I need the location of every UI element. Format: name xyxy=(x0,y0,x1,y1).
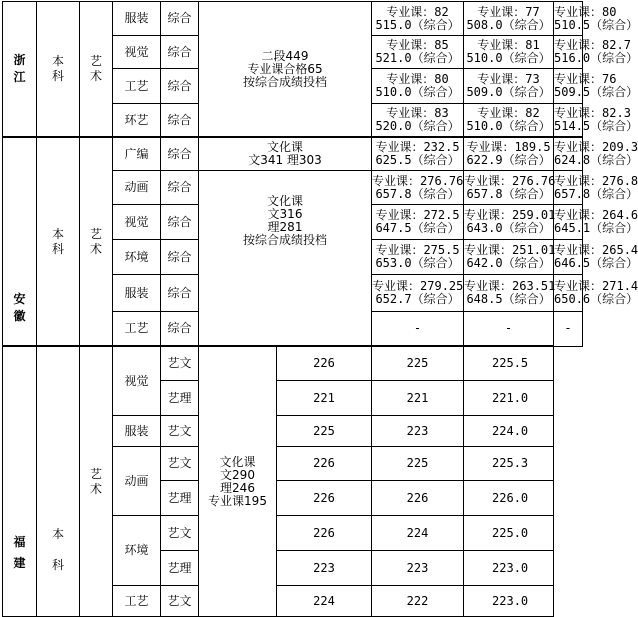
major-cell: 视觉 xyxy=(113,205,161,240)
major-cell: 动画 xyxy=(113,171,161,205)
cell-line: 648.5（综合） xyxy=(466,292,551,306)
score-cell: 223 xyxy=(372,551,464,586)
cell-line: 专业课：264.6 xyxy=(554,208,638,222)
cell-line: 科 xyxy=(51,69,64,83)
cell-line: 文化课 xyxy=(267,194,304,208)
cell-line: 653.0（综合） xyxy=(375,256,460,270)
culture-cell xyxy=(199,171,372,347)
score-cell xyxy=(464,104,554,138)
cell-line: 福 xyxy=(13,535,26,549)
cell-line: 术 xyxy=(89,69,102,83)
cell-line: 专业课：82.7 xyxy=(554,38,631,52)
cell-line: 510.0（综合） xyxy=(375,85,460,99)
score-cell xyxy=(554,275,638,312)
score-cell: 225 xyxy=(372,447,464,481)
cell-line: 509.0（综合） xyxy=(466,85,551,99)
table-row xyxy=(3,2,583,36)
cell-line: 657.8（综合） xyxy=(466,186,551,201)
cell-line: 510.0（综合） xyxy=(466,119,551,133)
level-cell xyxy=(37,346,80,617)
major-cell: 环艺 xyxy=(113,104,161,138)
score-cell: 226 xyxy=(277,516,372,551)
cell-line: 专业课：275.5 xyxy=(375,243,460,257)
cell-line: 专业课：271.4 xyxy=(554,279,638,293)
score-cell: 226 xyxy=(277,481,372,516)
score-cell xyxy=(554,2,638,36)
score-cell xyxy=(554,36,638,69)
major-cell: 服装 xyxy=(113,416,161,447)
type-cell: 综合 xyxy=(161,137,199,171)
score-cell: 225 xyxy=(372,346,464,381)
cell-line: - xyxy=(564,321,572,336)
type-cell: 艺理 xyxy=(161,551,199,586)
cell-line: 516.0（综合） xyxy=(554,51,638,65)
cell-line: 专业课合格65 xyxy=(247,61,323,76)
cell-line: 专业课：276.8 xyxy=(554,173,638,188)
score-cell: 225.5 xyxy=(464,346,554,381)
cell-line: 徽 xyxy=(13,309,26,323)
cell-line: 专业课：259.01 xyxy=(464,208,556,222)
cell-line: 专业课：80 xyxy=(386,72,449,86)
type-cell: 综合 xyxy=(161,205,199,240)
type-cell: 综合 xyxy=(161,240,199,275)
type-cell: 艺文 xyxy=(161,416,199,447)
type-cell: 综合 xyxy=(161,36,199,69)
cell-line: 专业课：85 xyxy=(386,38,449,52)
cell-line: 514.5（综合） xyxy=(554,119,638,133)
score-cell: 226 xyxy=(277,447,372,481)
table-row xyxy=(3,346,583,381)
score-cell xyxy=(372,275,464,312)
cell-line: 文化课 xyxy=(267,140,304,154)
cell-line: 647.5（综合） xyxy=(375,221,460,235)
score-cell xyxy=(554,104,638,138)
cell-line: 专业课：251.01 xyxy=(464,243,556,257)
cell-line: 专业课：276.76 xyxy=(372,173,464,188)
cell-line: 科 xyxy=(51,558,64,572)
major-cell: 工艺 xyxy=(113,312,161,347)
major-cell: 服装 xyxy=(113,275,161,312)
major-cell: 环境 xyxy=(113,240,161,275)
score-cell xyxy=(372,240,464,275)
cell-line: 专业课：276.76 xyxy=(464,173,556,188)
cell-line: 文341 理303 xyxy=(248,153,322,167)
score-cell: 224.0 xyxy=(464,416,554,447)
cell-line: 650.6（综合） xyxy=(554,292,638,306)
major-cell: 服装 xyxy=(113,2,161,36)
cell-line: 专业课：82 xyxy=(477,106,540,120)
type-cell: 艺文 xyxy=(161,586,199,617)
score-cell xyxy=(554,205,638,240)
cell-line: 二段449 xyxy=(261,48,309,63)
cell-line: 专业课195 xyxy=(208,493,267,508)
cell-line: 专业课：263.51 xyxy=(464,279,556,293)
cell-line: 文290 xyxy=(220,467,255,482)
cell-line: 657.8（综合） xyxy=(554,186,638,201)
score-cell xyxy=(554,171,638,205)
culture-cell xyxy=(199,346,277,617)
province-cell xyxy=(3,2,37,138)
cell-line: 专业课：76 xyxy=(554,72,617,86)
type-cell: 艺文 xyxy=(161,346,199,381)
type-cell: 综合 xyxy=(161,312,199,347)
cell-line: 642.0（综合） xyxy=(466,256,551,270)
cell-line: 专业课：77 xyxy=(477,4,540,19)
major-cell: 视觉 xyxy=(113,36,161,69)
score-cell xyxy=(372,2,464,36)
cell-line: 625.5（综合） xyxy=(375,153,460,167)
cell-line: 建 xyxy=(13,556,26,570)
score-cell xyxy=(372,69,464,104)
score-cell xyxy=(464,2,554,36)
score-cell: 224 xyxy=(277,586,372,617)
score-cell: 224 xyxy=(372,516,464,551)
score-cell xyxy=(372,36,464,69)
cell-line: 文316 xyxy=(267,207,303,221)
type-cell: 综合 xyxy=(161,171,199,205)
cell-line: 508.0（综合） xyxy=(466,17,551,32)
score-cell xyxy=(464,171,554,205)
province-cell xyxy=(3,137,37,346)
score-cell xyxy=(372,205,464,240)
score-cell: 225.3 xyxy=(464,447,554,481)
cell-line: 专业课：209.3 xyxy=(554,140,638,154)
cell-line: 652.7（综合） xyxy=(375,292,460,306)
table-body xyxy=(3,2,638,617)
cell-line: - xyxy=(413,321,422,335)
cell-line: 艺 xyxy=(89,466,102,481)
cell-line: 专业课：73 xyxy=(477,72,540,86)
score-cell xyxy=(554,240,638,275)
score-cell: 226 xyxy=(372,481,464,516)
cell-line: 646.5（综合） xyxy=(554,256,638,270)
cell-line: 按综合成绩投档 xyxy=(243,74,328,89)
type-cell: 综合 xyxy=(161,104,199,138)
cell-line: 江 xyxy=(13,70,26,84)
score-cell: 225 xyxy=(277,416,372,447)
cell-line: 专业课：272.5 xyxy=(375,208,460,222)
cell-line: 术 xyxy=(89,241,102,256)
score-cell: 222 xyxy=(372,586,464,617)
score-cell: 223 xyxy=(372,416,464,447)
cell-line: 文化课 xyxy=(219,454,256,469)
score-cell xyxy=(372,312,464,347)
score-cell: 225.0 xyxy=(464,516,554,551)
cell-line: 专业课：82 xyxy=(386,4,449,19)
cell-line: 509.5（综合） xyxy=(554,85,638,99)
cell-line: 本 xyxy=(51,54,64,68)
score-cell: 226.0 xyxy=(464,481,554,516)
cell-line: 624.8（综合） xyxy=(554,153,638,167)
major-cell: 工艺 xyxy=(113,69,161,104)
cell-line: 622.9（综合） xyxy=(466,153,551,167)
score-cell xyxy=(372,137,464,171)
cell-line: 专业课：189.5 xyxy=(466,140,551,154)
score-cell: 223.0 xyxy=(464,551,554,586)
cell-line: 510.0（综合） xyxy=(466,51,551,65)
score-cell xyxy=(464,240,554,275)
score-cell: 223.0 xyxy=(464,586,554,617)
cell-line: 657.8（综合） xyxy=(375,186,460,201)
cell-line: 专业课：80 xyxy=(554,4,617,19)
cell-line: 理246 xyxy=(220,480,255,495)
type-cell: 综合 xyxy=(161,275,199,312)
type-cell: 综合 xyxy=(161,69,199,104)
cell-line: 专业课：82.3 xyxy=(554,106,631,120)
cell-line: 本 xyxy=(51,527,64,541)
cell-line: 专业课：81 xyxy=(477,38,540,52)
cell-line: 643.0（综合） xyxy=(466,221,551,235)
score-cell xyxy=(372,171,464,205)
cell-line: 专业课：83 xyxy=(386,106,449,120)
score-cell xyxy=(464,205,554,240)
score-cell: 221 xyxy=(277,381,372,416)
type-cell: 艺理 xyxy=(161,381,199,416)
major-cell: 环境 xyxy=(113,516,161,586)
score-cell xyxy=(554,312,583,347)
cell-line: 645.1（综合） xyxy=(554,221,638,235)
score-cell: 223 xyxy=(277,551,372,586)
score-cell xyxy=(372,104,464,138)
admission-score-table xyxy=(2,1,638,617)
level-cell xyxy=(37,137,80,346)
major-cell: 广编 xyxy=(113,137,161,171)
score-cell: 221 xyxy=(372,381,464,416)
score-cell xyxy=(464,137,554,171)
major-cell: 工艺 xyxy=(113,586,161,617)
category-cell xyxy=(80,346,113,617)
cell-line: 专业课：265.4 xyxy=(554,243,638,257)
score-cell xyxy=(554,69,638,104)
cell-line: 专业课：232.5 xyxy=(375,140,460,154)
province-cell xyxy=(3,346,37,617)
type-cell: 综合 xyxy=(161,2,199,36)
table-row xyxy=(3,137,583,171)
cell-line: 艺 xyxy=(89,226,102,241)
type-cell: 艺文 xyxy=(161,447,199,481)
cell-line: 理281 xyxy=(267,220,303,234)
level-cell xyxy=(37,2,80,138)
cell-line: 521.0（综合） xyxy=(375,51,460,65)
category-cell xyxy=(80,2,113,138)
cell-line: 安 xyxy=(13,292,26,306)
score-cell xyxy=(464,69,554,104)
category-cell xyxy=(80,137,113,346)
cell-line: 专业课：279.25 xyxy=(372,279,464,293)
culture-cell xyxy=(199,137,372,171)
type-cell: 艺文 xyxy=(161,516,199,551)
type-cell: 艺理 xyxy=(161,481,199,516)
cell-line: 浙 xyxy=(13,53,26,67)
cell-line: 艺 xyxy=(89,54,102,68)
score-cell xyxy=(554,137,638,171)
score-cell: 226 xyxy=(277,346,372,381)
cell-line: 515.0（综合） xyxy=(375,17,460,32)
cell-line: 术 xyxy=(89,481,102,496)
score-cell xyxy=(464,36,554,69)
score-cell xyxy=(464,275,554,312)
cell-line: 按综合成绩投档 xyxy=(243,233,328,247)
cell-line: - xyxy=(504,321,513,335)
cell-line: 520.0（综合） xyxy=(375,119,460,133)
culture-cell xyxy=(199,2,372,138)
major-cell: 视觉 xyxy=(113,346,161,416)
score-cell: 221.0 xyxy=(464,381,554,416)
cell-line: 本 xyxy=(51,226,64,241)
cell-line: 科 xyxy=(51,241,64,256)
score-cell xyxy=(464,312,554,347)
cell-line: 510.5（综合） xyxy=(554,17,638,32)
major-cell: 动画 xyxy=(113,447,161,516)
